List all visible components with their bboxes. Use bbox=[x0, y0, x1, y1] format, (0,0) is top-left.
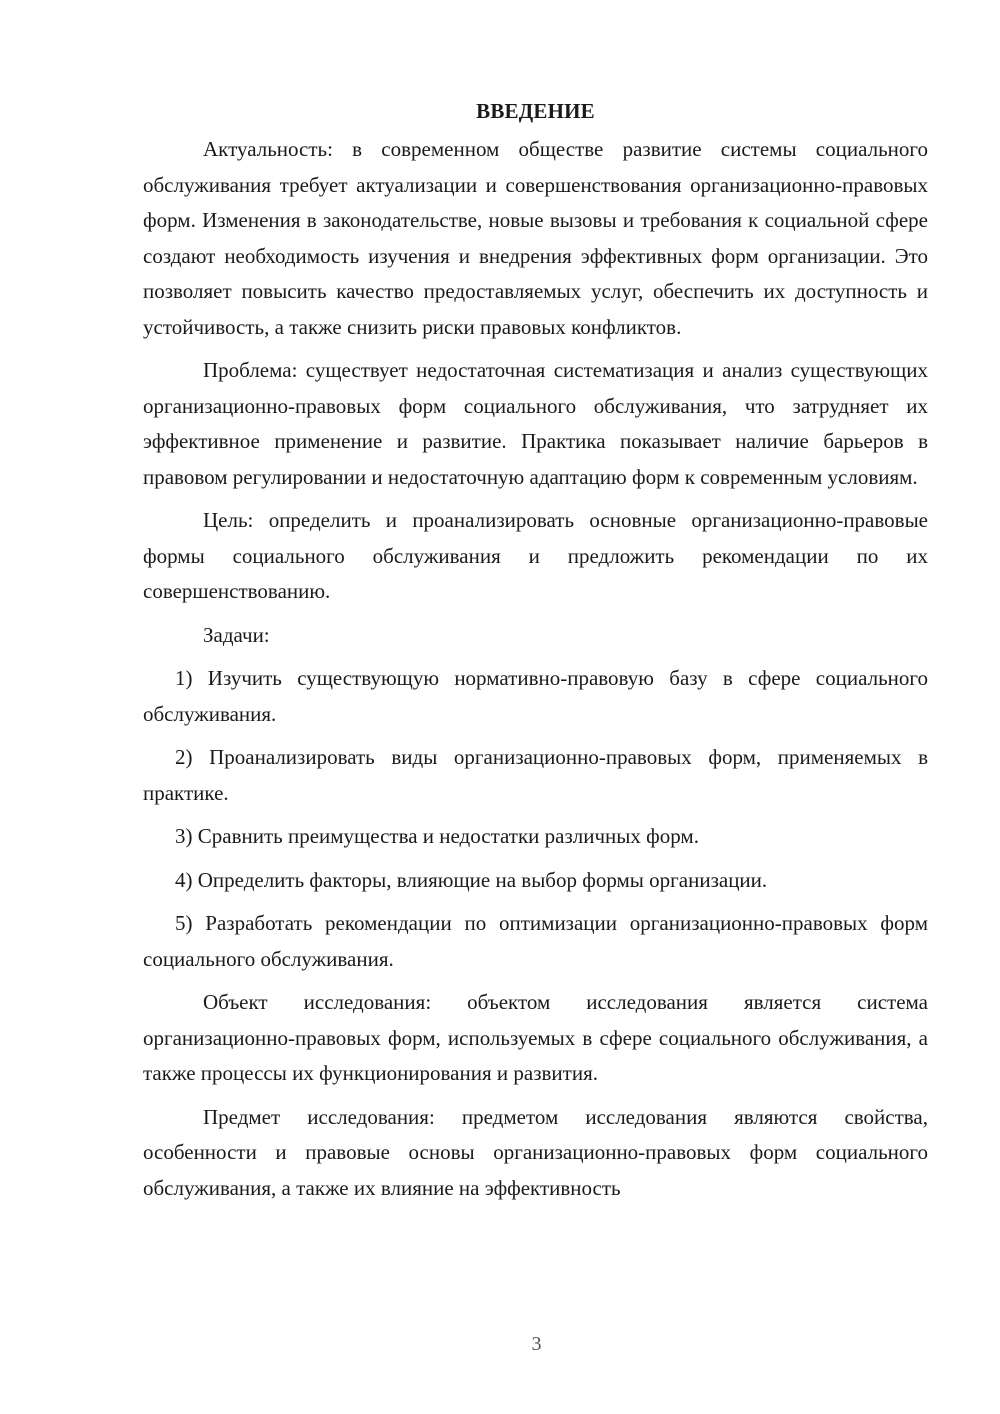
page-content bbox=[143, 96, 928, 1214]
task-item-5: 5) Разработать рекомендации по оптимизации организационно-правовых форм социального обслуживания. bbox=[143, 911, 928, 971]
paragraph-tasks-heading: Задачи: bbox=[203, 622, 270, 647]
task-item-4: 4) Определить факторы, влияющие на выбор формы организации. bbox=[175, 867, 768, 892]
page-number: 3 bbox=[531, 1333, 542, 1355]
task-item-3: 3) Сравнить преимущества и недостатки различных форм. bbox=[175, 824, 699, 848]
section-title: ВВЕДЕНИЕ bbox=[476, 99, 595, 123]
paragraph-problem: Проблема: существует недостаточная систематизация и анализ существующих организационно-правовых форм социального обслуживания, что затрудняет их эффективное применение и развитие. Практика показывает наличие барьеров в правовом регулировании и недостаточную адаптацию форм к современным условиям. bbox=[143, 358, 928, 489]
paragraph-subject: Предмет исследования: предметом исследования являются свойства, особенности и правовые основы организационно-правовых форм социального обслуживания, а также их влияние на эффективность bbox=[143, 1104, 928, 1200]
task-item-1: 1) Изучить существующую нормативно-правовую базу в сфере социального обслуживания. bbox=[143, 666, 928, 726]
paragraph-object: Объект исследования: объектом исследования является система организационно-правовых форм, используемых в сфере социального обслуживания, а также процессы их функционирования и развития. bbox=[143, 990, 928, 1085]
paragraph-goal: Цель: определить и проанализировать основные организационно-правовые формы социального обслуживания и предложить рекомендации по их совершенствованию. bbox=[143, 508, 928, 603]
task-item-2: 2) Проанализировать виды организационно-правовых форм, применяемых в практике. bbox=[143, 745, 928, 805]
paragraph-relevance: Актуальность: в современном обществе развитие системы социального обслуживания требует актуализации и совершенствования организационно-правовых форм. Изменения в законодательстве, новые вызовы и требования к социальной сфере создают необходимость изучения и внедрения эффективных форм организации. Это позволяет повысить качество предоставляемых услуг, обеспечить их доступность и устойчивость, а также снизить риски правовых конфликтов. bbox=[143, 137, 928, 339]
